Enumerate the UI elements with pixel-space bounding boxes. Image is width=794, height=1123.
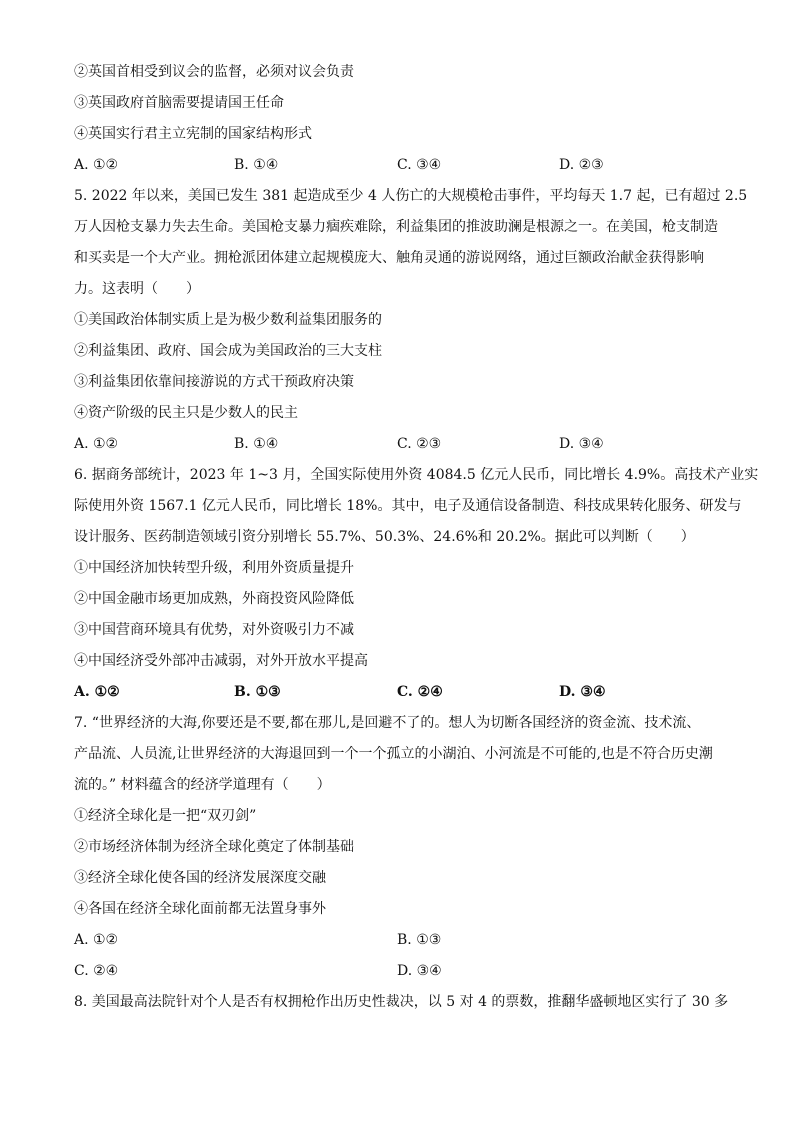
q7-option-d: D. ③④ bbox=[397, 963, 442, 979]
q5-stem-line: 万人因枪支暴力失去生命。美国枪支暴力痼疾难除，利益集团的推波助澜是根源之一。在美国，枪支制造 bbox=[74, 219, 718, 235]
q4-options bbox=[74, 155, 724, 175]
q6-option-c: C. ②④ bbox=[397, 684, 443, 700]
q7-stem-line: 产品流、人员流,让世界经济的大海退回到一个一个孤立的小湖泊、小河流是不可能的,也是不符合历史潮 bbox=[74, 746, 713, 762]
q6-statement-1: ①中国经济加快转型升级，利用外资质量提升 bbox=[74, 560, 354, 576]
q4-option-c: C. ③④ bbox=[397, 157, 442, 173]
q7-statement-4: ④各国在经济全球化面前都无法置身事外 bbox=[74, 901, 326, 917]
q4-option-b: B. ①④ bbox=[234, 157, 279, 173]
q6-stem-line: 际使用外资 1567.1 亿元人民币，同比增长 18%。其中，电子及通信设备制造、科技成果转化服务、研发与 bbox=[74, 498, 742, 514]
question-7 bbox=[74, 713, 724, 981]
question-6 bbox=[74, 465, 759, 702]
q4-option-a: A. ①② bbox=[74, 157, 119, 173]
q7-option-a: A. ①② bbox=[74, 932, 119, 948]
q7-option-c: C. ②④ bbox=[74, 963, 119, 979]
question-8 bbox=[74, 992, 729, 1012]
q7-stem-line: 流的。” 材料蕴含的经济学道理有（ ） bbox=[74, 777, 331, 793]
q6-statement-3: ③中国营商环境具有优势，对外资吸引力不减 bbox=[74, 622, 354, 638]
q6-option-a: A. ①② bbox=[74, 684, 120, 700]
question-4 bbox=[74, 62, 724, 175]
q8-stem-line: 8. 美国最高法院针对个人是否有权拥枪作出历史性裁决，以 5 对 4 的票数，推翻华盛顿地区实行了 30 多 bbox=[74, 994, 729, 1010]
q5-statement-3: ③利益集团依靠间接游说的方式干预政府决策 bbox=[74, 374, 354, 390]
q7-statement-1: ①经济全球化是一把“双刃剑” bbox=[74, 808, 257, 824]
q5-statement-4: ④资产阶级的民主只是少数人的民主 bbox=[74, 405, 298, 421]
q5-option-b: B. ①④ bbox=[234, 436, 279, 452]
q4-option-d: D. ②③ bbox=[559, 157, 604, 173]
q6-option-b: B. ①③ bbox=[234, 684, 281, 700]
q6-statement-2: ②中国金融市场更加成熟，外商投资风险降低 bbox=[74, 591, 354, 607]
q6-statement-4: ④中国经济受外部冲击减弱，对外开放水平提高 bbox=[74, 653, 368, 669]
q4-statement-3: ③英国政府首脑需要提请国王任命 bbox=[74, 95, 284, 111]
q5-statement-1: ①美国政治体制实质上是为极少数利益集团服务的 bbox=[74, 312, 382, 328]
q4-statement-2: ②英国首相受到议会的监督，必须对议会负责 bbox=[74, 64, 354, 80]
exam-page bbox=[74, 62, 759, 1023]
q4-statement-4: ④英国实行君主立宪制的国家结构形式 bbox=[74, 126, 312, 142]
q6-stem-line: 6. 据商务部统计，2023 年 1~3 月，全国实际使用外资 4084.5 亿元人民币，同比增长 4.9%。高技术产业实 bbox=[74, 467, 759, 483]
q7-options-row-1 bbox=[74, 930, 724, 950]
q7-options-row-2 bbox=[74, 961, 724, 981]
q5-options bbox=[74, 434, 724, 454]
q6-option-d: D. ③④ bbox=[559, 684, 606, 700]
q6-stem-line: 设计服务、医药制造领域引资分别增长 55.7%、50.3%、24.6%和 20.2%。据此可以判断（ ） bbox=[74, 529, 695, 545]
q7-statement-2: ②市场经济体制为经济全球化奠定了体制基础 bbox=[74, 839, 354, 855]
q7-statement-3: ③经济全球化使各国的经济发展深度交融 bbox=[74, 870, 326, 886]
q5-option-c: C. ②③ bbox=[397, 436, 442, 452]
q5-stem-line: 力。这表明（ ） bbox=[74, 281, 200, 297]
q5-stem-line: 和买卖是一个大产业。拥枪派团体建立起规模庞大、触角灵通的游说网络，通过巨额政治献金获得影响 bbox=[74, 250, 704, 266]
q5-stem-line: 5. 2022 年以来，美国已发生 381 起造成至少 4 人伤亡的大规模枪击事件，平均每天 1.7 起，已有超过 2.5 bbox=[74, 188, 748, 204]
q7-stem-line: 7. “世界经济的大海,你要还是不要,都在那儿,是回避不了的。想人为切断各国经济的资金流、技术流、 bbox=[74, 715, 701, 731]
q6-options bbox=[74, 682, 724, 702]
q5-option-d: D. ③④ bbox=[559, 436, 604, 452]
q7-option-b: B. ①③ bbox=[397, 932, 442, 948]
q5-option-a: A. ①② bbox=[74, 436, 119, 452]
question-5 bbox=[74, 186, 748, 454]
q5-statement-2: ②利益集团、政府、国会成为美国政治的三大支柱 bbox=[74, 343, 382, 359]
